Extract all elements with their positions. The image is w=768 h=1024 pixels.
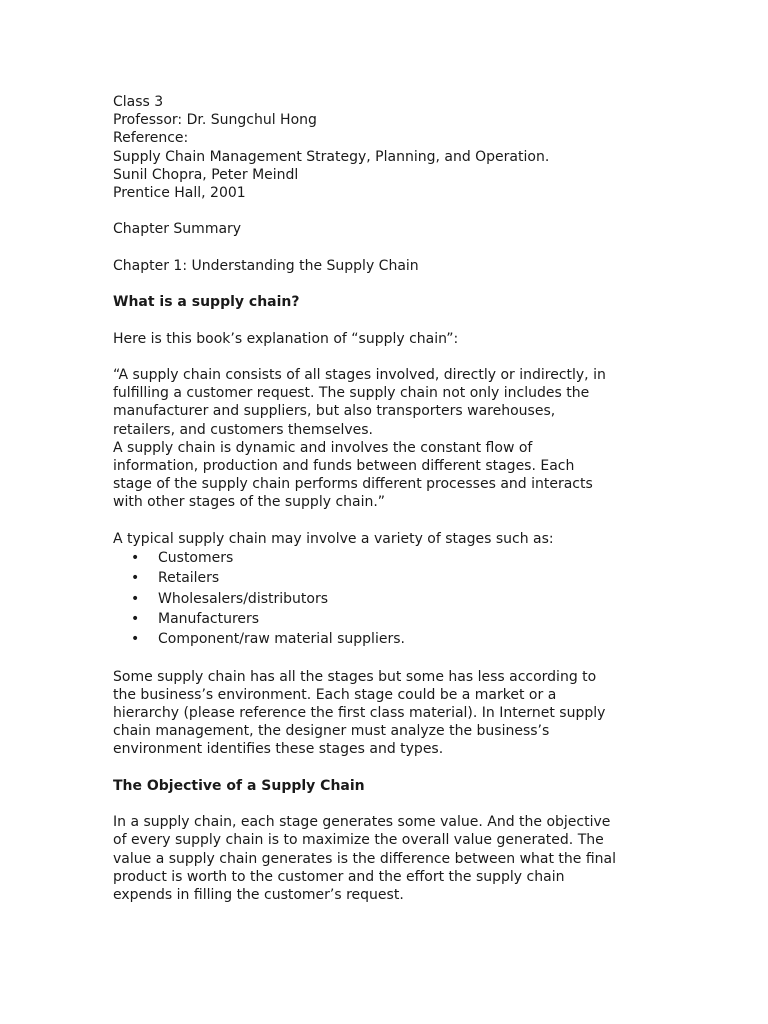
bullet-icon: • — [131, 549, 140, 566]
section-heading-what-is-supply-chain: What is a supply chain? — [113, 294, 300, 311]
list-item-label: Retailers — [158, 570, 220, 587]
header-class: Class 3 — [113, 94, 164, 110]
objective-paragraph — [113, 813, 673, 904]
header-reference-label: Reference: — [113, 130, 189, 147]
paragraph-line: hierarchy (please reference the first class material). In Internet supply — [113, 705, 606, 722]
spacer — [113, 311, 673, 329]
paragraph-line: expends in filling the customer’s request. — [113, 887, 404, 904]
header-professor: Professor: Dr. Sungchul Hong — [113, 112, 317, 129]
quote-line: stage of the supply chain performs different processes and interacts — [113, 476, 593, 493]
spacer — [113, 239, 673, 257]
quote-line: with other stages of the supply chain.” — [113, 494, 386, 511]
paragraph-line: environment identifies these stages and types. — [113, 741, 444, 758]
document-page — [113, 93, 673, 904]
quote-line: “A supply chain consists of all stages involved, directly or indirectly, in — [113, 366, 606, 383]
quote-line: manufacturer and suppliers, but also transporters warehouses, — [113, 403, 556, 420]
list-item-label: Customers — [158, 549, 234, 566]
list-item — [113, 568, 673, 588]
stages-list — [113, 548, 673, 649]
quote-line: information, production and funds between different stages. Each — [113, 457, 575, 474]
bullet-icon: • — [131, 610, 140, 627]
spacer — [113, 512, 673, 530]
spacer — [113, 202, 673, 220]
paragraph-line: Some supply chain has all the stages but some has less according to — [113, 668, 597, 685]
list-item-label: Manufacturers — [158, 610, 260, 627]
document-header — [113, 93, 673, 202]
paragraph-line: the business’s environment. Each stage could be a market or a — [113, 686, 557, 703]
section-intro: Here is this book’s explanation of “supply chain”: — [113, 330, 459, 347]
list-item-label: Component/raw material suppliers. — [158, 631, 405, 648]
list-item — [113, 629, 673, 649]
section-heading-objective: The Objective of a Supply Chain — [113, 777, 365, 794]
quote-line: retailers, and customers themselves. — [113, 421, 373, 438]
definition-quote — [113, 366, 673, 512]
list-item — [113, 589, 673, 609]
header-book-title: Supply Chain Management Strategy, Planning, and Operation. — [113, 148, 550, 165]
paragraph-line: product is worth to the customer and the effort the supply chain — [113, 868, 565, 885]
quote-line: A supply chain is dynamic and involves the constant flow of — [113, 439, 533, 456]
bullet-icon: • — [131, 590, 140, 607]
bullet-icon: • — [131, 570, 140, 587]
chapter-summary-label: Chapter Summary — [113, 221, 242, 238]
paragraph-line: value a supply chain generates is the difference between what the final — [113, 850, 617, 867]
spacer — [113, 275, 673, 293]
list-item-label: Wholesalers/distributors — [158, 590, 328, 607]
list-item — [113, 609, 673, 629]
header-authors: Sunil Chopra, Peter Meindl — [113, 166, 299, 183]
list-item — [113, 548, 673, 568]
bullet-icon: • — [131, 631, 140, 648]
paragraph-line: chain management, the designer must analyze the business’s — [113, 723, 550, 740]
spacer — [113, 649, 673, 667]
paragraph-line: In a supply chain, each stage generates some value. And the objective — [113, 814, 611, 831]
spacer — [113, 348, 673, 366]
closing-paragraph — [113, 668, 673, 759]
stages-intro: A typical supply chain may involve a variety of stages such as: — [113, 530, 554, 547]
quote-line: fulfilling a customer request. The supply chain not only includes the — [113, 385, 590, 402]
spacer — [113, 759, 673, 777]
chapter-title: Chapter 1: Understanding the Supply Chain — [113, 257, 419, 274]
header-publisher: Prentice Hall, 2001 — [113, 185, 246, 202]
paragraph-line: of every supply chain is to maximize the overall value generated. The — [113, 832, 604, 849]
spacer — [113, 795, 673, 813]
